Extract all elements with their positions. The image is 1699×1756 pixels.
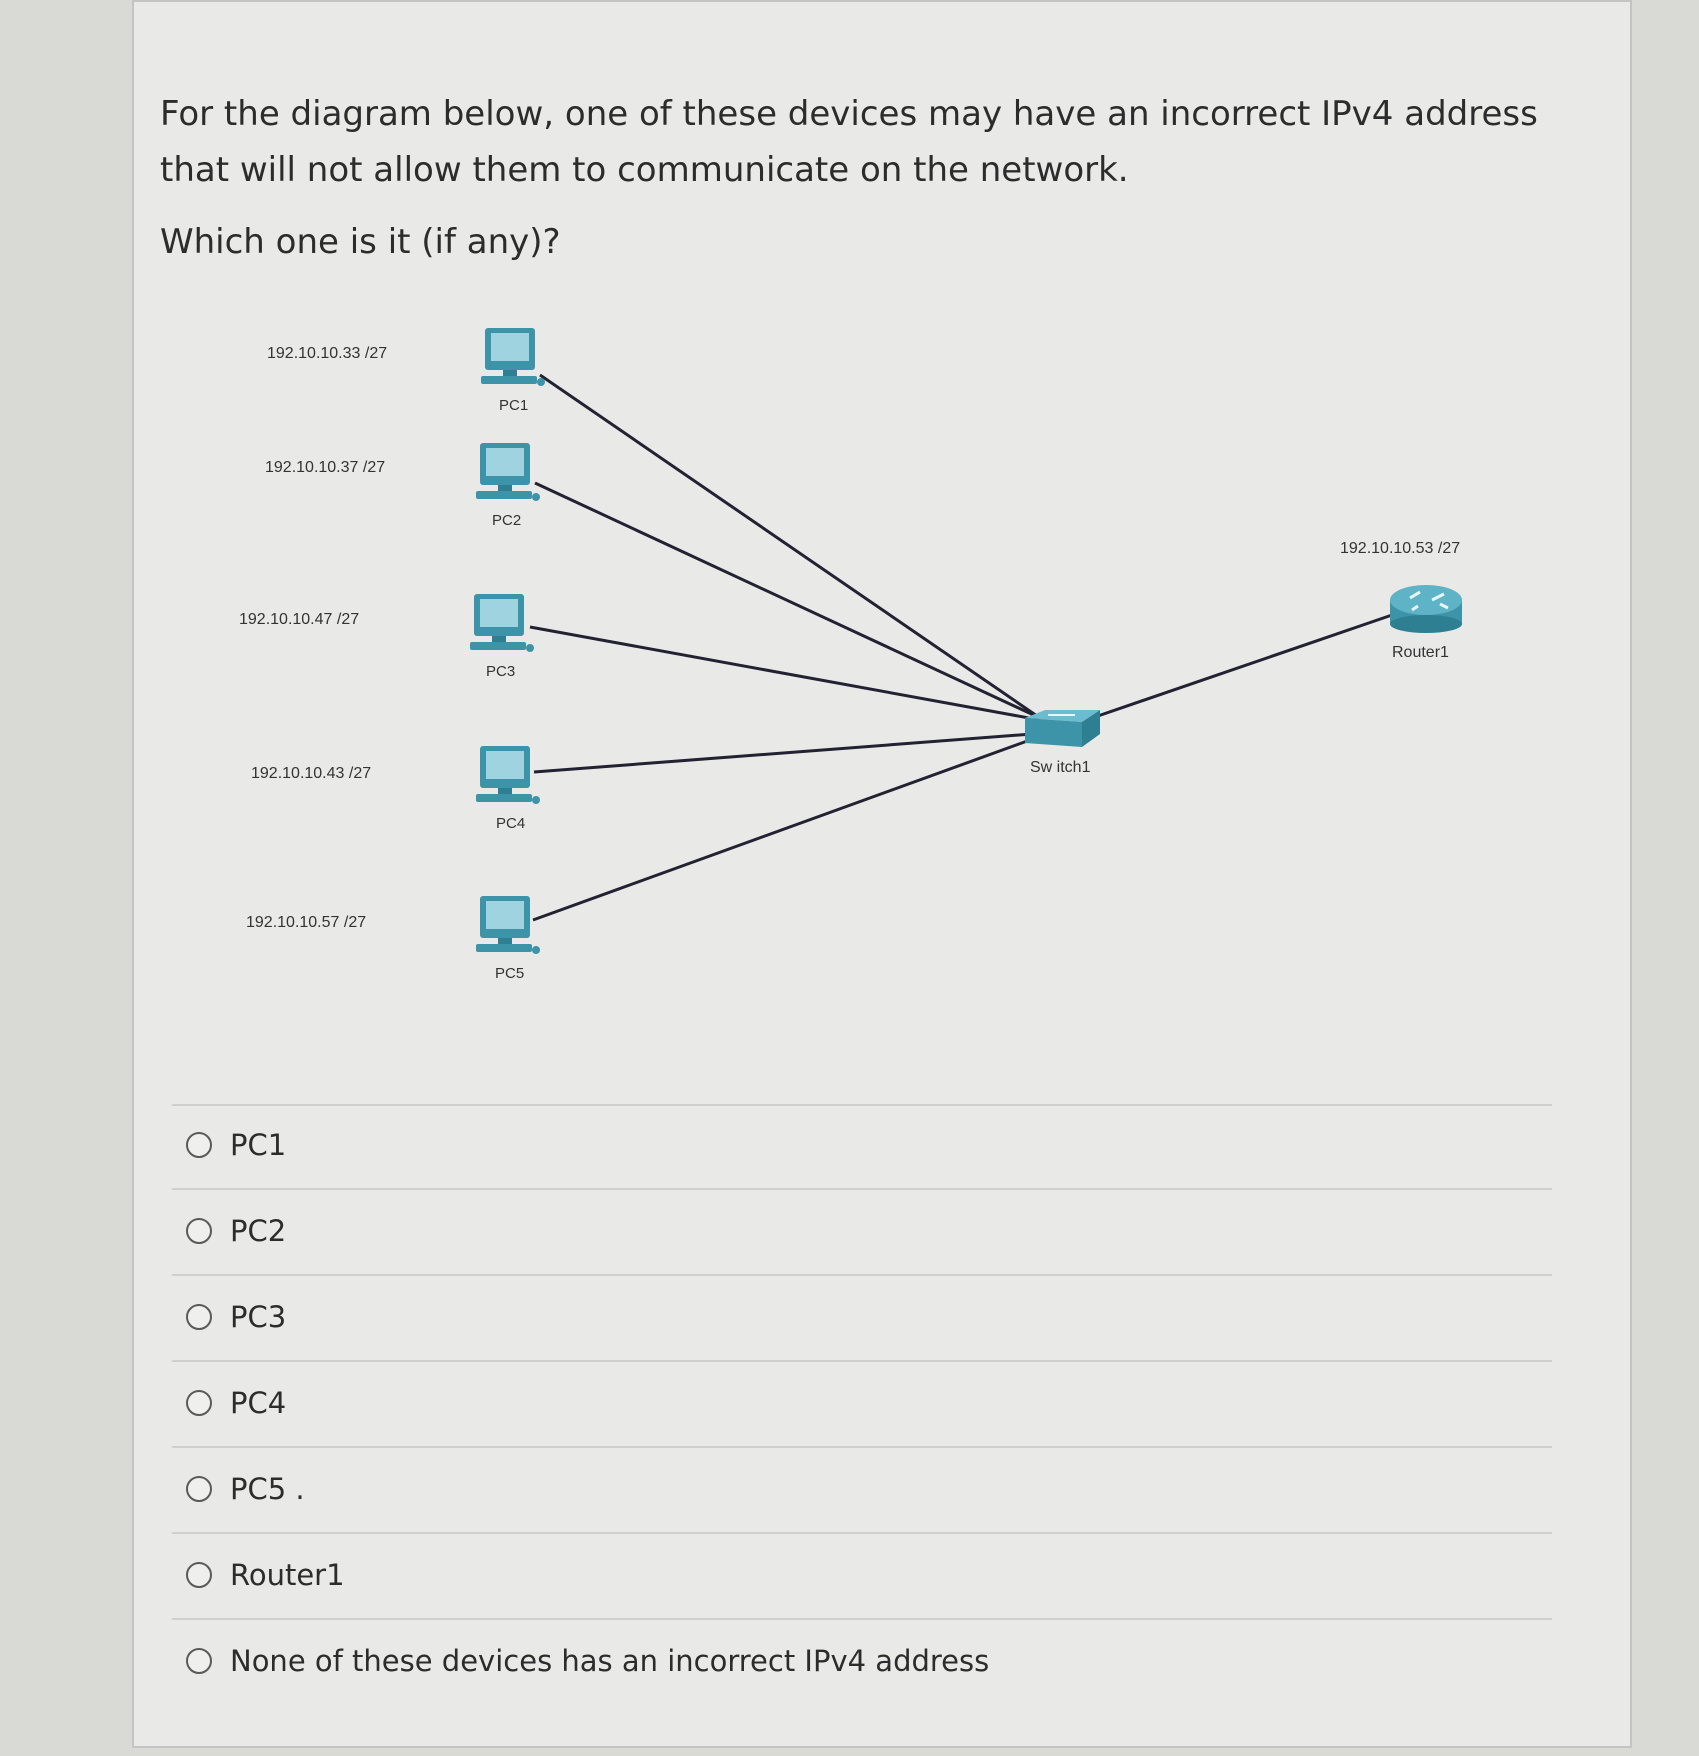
option-pc4-label[interactable] [186,1386,286,1420]
radio-button[interactable] [186,1132,212,1158]
question-line-2: Which one is it (if any)? [160,222,561,262]
pc2[interactable] [265,443,540,529]
link-pc1-switch [540,375,1040,718]
router1-label: Router1 [1392,644,1449,661]
option-none[interactable] [172,1620,1552,1706]
option-router1[interactable] [172,1534,1552,1620]
option-pc4[interactable] [172,1362,1552,1448]
network-links [530,375,1392,920]
option-pc5-label[interactable] [186,1472,305,1506]
pc2-icon [476,443,540,501]
question-line-1: For the diagram below, one of these devices may have an incorrect IPv4 address that will not allow them to communicate on the network. [160,94,1538,190]
switch1[interactable] [1025,710,1100,776]
switch1-label: Sw itch1 [1030,759,1091,776]
option-text: PC2 [230,1214,287,1248]
radio-button[interactable] [186,1218,212,1244]
pc4-ip: 192.10.10.43 /27 [251,765,372,782]
radio-button[interactable] [186,1476,212,1502]
pc2-ip: 192.10.10.37 /27 [265,459,386,476]
option-text: PC5 . [230,1472,305,1506]
pc3-label: PC3 [486,663,516,680]
option-pc1[interactable] [172,1104,1552,1190]
radio-button[interactable] [186,1648,212,1674]
radio-button[interactable] [186,1390,212,1416]
option-text: PC1 [230,1128,287,1162]
pc1-label: PC1 [499,397,529,414]
router-icon [1390,585,1462,633]
option-pc3-label[interactable] [186,1300,286,1334]
option-pc5[interactable] [172,1448,1552,1534]
option-pc2[interactable] [172,1190,1552,1276]
option-pc3[interactable] [172,1276,1552,1362]
pc3-icon [470,594,534,652]
pc3[interactable] [239,594,534,680]
pc4[interactable] [251,746,540,832]
link-switch-router [1092,615,1392,718]
switch-icon [1025,710,1100,747]
option-pc1-label[interactable] [186,1128,286,1162]
pc1-icon [481,328,545,386]
pc4-label: PC4 [496,815,526,832]
pc5-icon [476,896,540,954]
option-text: Router1 [230,1558,345,1592]
pc5[interactable] [246,896,540,982]
pc5-label: PC5 [495,965,525,982]
radio-button[interactable] [186,1304,212,1330]
answer-options [172,1104,1552,1706]
pc4-icon [476,746,540,804]
option-text: None of these devices has an incorrect IPv4 address [230,1644,990,1678]
option-router1-label[interactable] [186,1558,345,1592]
option-none-label[interactable] [186,1644,989,1678]
pc2-label: PC2 [492,512,522,529]
router1-ip: 192.10.10.53 /27 [1340,540,1461,557]
link-pc2-switch [535,483,1040,718]
option-pc2-label[interactable] [186,1214,286,1248]
pc1[interactable] [267,328,545,414]
pc5-ip: 192.10.10.57 /27 [246,914,367,931]
pc1-ip: 192.10.10.33 /27 [267,345,388,362]
pc3-ip: 192.10.10.47 /27 [239,611,360,628]
router1[interactable] [1340,540,1462,661]
option-text: PC4 [230,1386,287,1420]
link-pc3-switch [530,627,1040,720]
option-text: PC3 [230,1300,287,1334]
radio-button[interactable] [186,1562,212,1588]
